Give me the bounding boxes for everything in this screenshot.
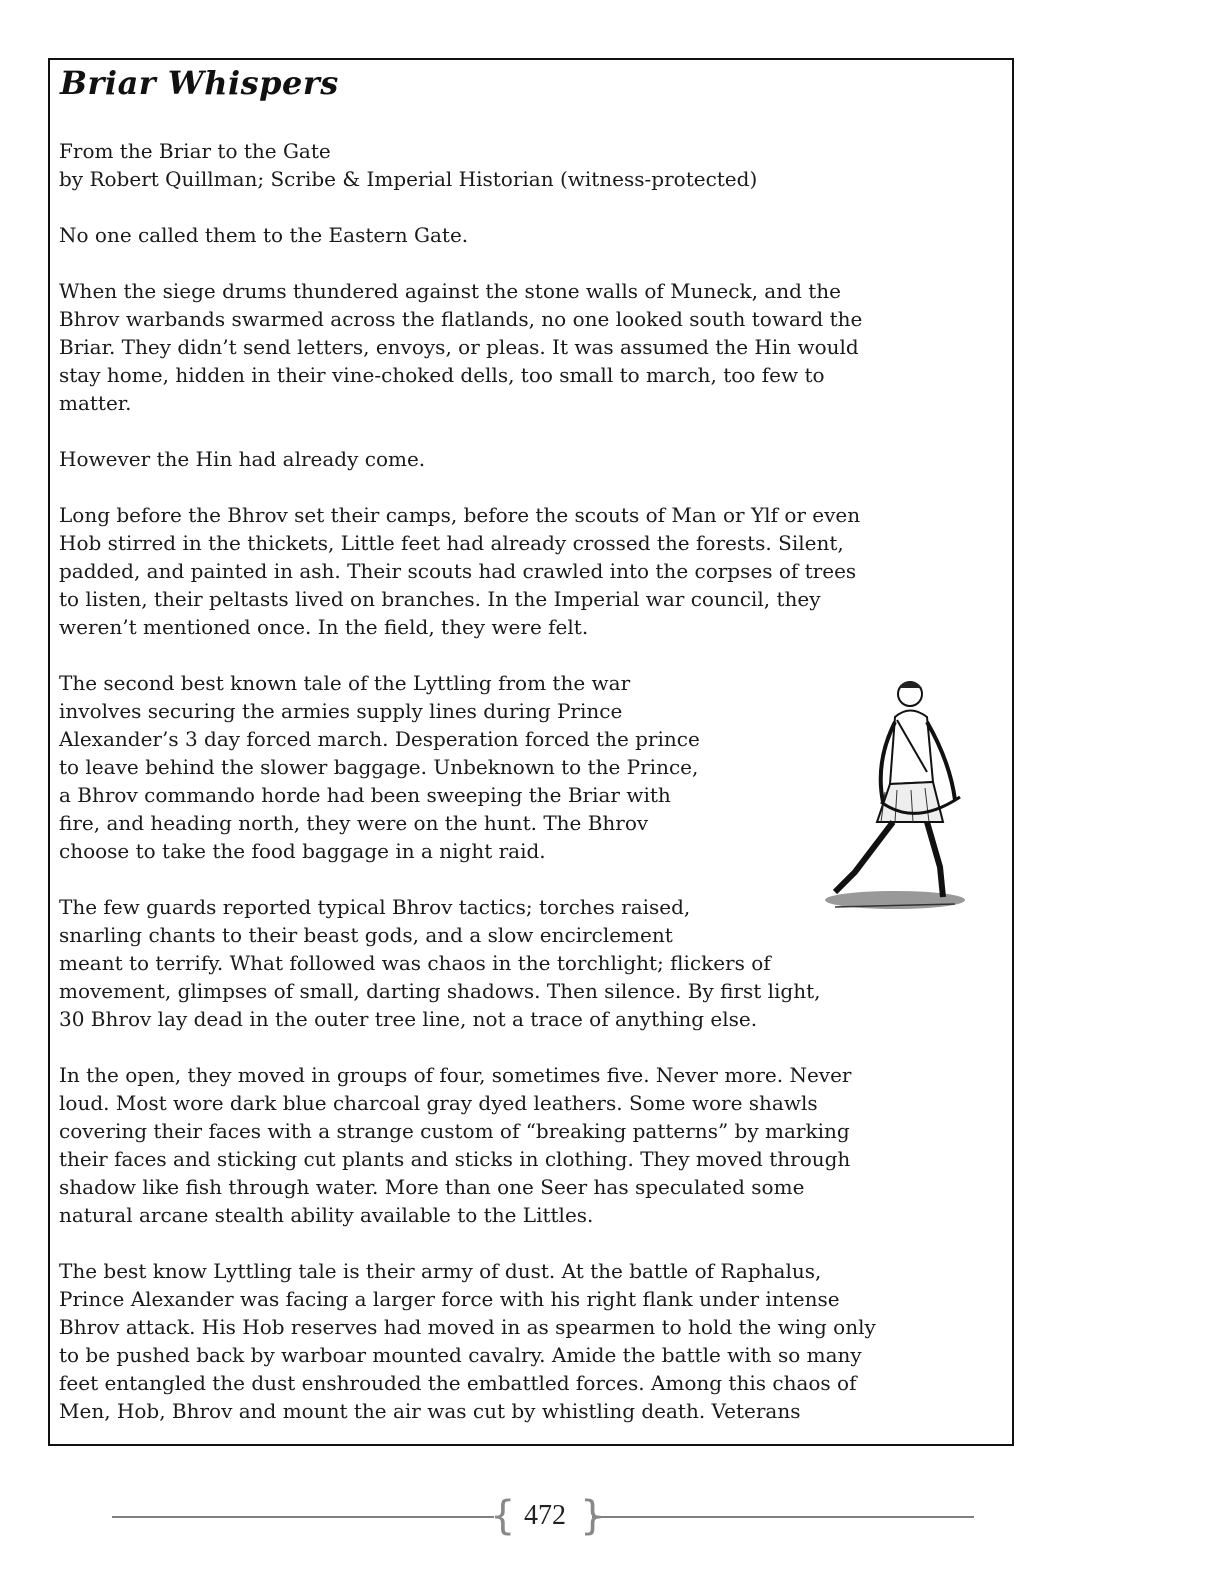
paragraph [59, 1257, 1009, 1425]
footer-bracket-left: { [490, 1493, 516, 1539]
text-line: 30 Bhrov lay dead in the outer tree line, not a trace of anything else. [59, 1007, 758, 1031]
text-line: padded, and painted in ash. Their scouts had crawled into the corpses of trees [59, 559, 857, 583]
footer-bracket-right: } [580, 1493, 606, 1539]
page-number: 472 [524, 1500, 566, 1531]
warrior-illustration [815, 672, 970, 922]
text-line: covering their faces with a strange custom of “breaking patterns” by marking [59, 1119, 850, 1143]
text-line: by Robert Quillman; Scribe & Imperial Historian (witness-protected) [59, 167, 758, 191]
text-line: matter. [59, 391, 132, 415]
text-line: Men, Hob, Bhrov and mount the air was cut by whistling death. Veterans [59, 1399, 801, 1423]
text-line: Bhrov warbands swarmed across the flatlands, no one looked south toward the [59, 307, 863, 331]
text-line: The best know Lyttling tale is their army of dust. At the battle of Raphalus, [59, 1259, 822, 1283]
paragraph [59, 277, 1009, 417]
text-line: The few guards reported typical Bhrov tactics; torches raised, [59, 895, 691, 919]
text-line: Prince Alexander was facing a larger force with his right flank under intense [59, 1287, 840, 1311]
text-line: to leave behind the slower baggage. Unbeknown to the Prince, [59, 755, 699, 779]
text-line: However the Hin had already come. [59, 447, 426, 471]
text-line: Briar. They didn’t send letters, envoys, or pleas. It was assumed the Hin would [59, 335, 859, 359]
text-line: movement, glimpses of small, darting shadows. Then silence. By first light, [59, 979, 821, 1003]
text-line: The second best known tale of the Lyttling from the war [59, 671, 631, 695]
paragraph [59, 445, 1009, 473]
text-line: Long before the Bhrov set their camps, before the scouts of Man or Ylf or even [59, 503, 861, 527]
page-title: Briar Whispers [60, 64, 339, 102]
text-line: Bhrov attack. His Hob reserves had moved in as spearmen to hold the wing only [59, 1315, 876, 1339]
footer-rule-left [112, 1516, 494, 1518]
text-line: Hob stirred in the thickets, Little feet had already crossed the forests. Silent, [59, 531, 844, 555]
text-line: feet entangled the dust enshrouded the embattled forces. Among this chaos of [59, 1371, 857, 1395]
text-line: to listen, their peltasts lived on branches. In the Imperial war council, they [59, 587, 821, 611]
footer-rule-right [592, 1516, 974, 1518]
text-line: weren’t mentioned once. In the field, they were felt. [59, 615, 589, 639]
text-line: shadow like fish through water. More than one Seer has speculated some [59, 1175, 805, 1199]
text-line: to be pushed back by warboar mounted cavalry. Amide the battle with so many [59, 1343, 862, 1367]
text-line: snarling chants to their beast gods, and a slow encirclement [59, 923, 673, 947]
text-line: From the Briar to the Gate [59, 139, 331, 163]
paragraph [59, 221, 1009, 249]
text-line: When the siege drums thundered against the stone walls of Muneck, and the [59, 279, 842, 303]
text-line: their faces and sticking cut plants and sticks in clothing. They moved through [59, 1147, 851, 1171]
text-line: stay home, hidden in their vine-choked dells, too small to march, too few to [59, 363, 825, 387]
paragraph [59, 137, 1009, 193]
text-line: loud. Most wore dark blue charcoal gray dyed leathers. Some wore shawls [59, 1091, 818, 1115]
text-line: meant to terrify. What followed was chaos in the torchlight; flickers of [59, 951, 771, 975]
paragraph [59, 1061, 1009, 1229]
paragraph [59, 501, 1009, 641]
text-line: involves securing the armies supply lines during Prince [59, 699, 623, 723]
text-line: fire, and heading north, they were on the hunt. The Bhrov [59, 811, 649, 835]
text-line: a Bhrov commando horde had been sweeping the Briar with [59, 783, 671, 807]
text-line: choose to take the food baggage in a night raid. [59, 839, 546, 863]
text-line: In the open, they moved in groups of four, sometimes five. Never more. Never [59, 1063, 852, 1087]
text-line: Alexander’s 3 day forced march. Desperation forced the prince [59, 727, 700, 751]
text-line: No one called them to the Eastern Gate. [59, 223, 469, 247]
text-line: natural arcane stealth ability available to the Littles. [59, 1203, 594, 1227]
